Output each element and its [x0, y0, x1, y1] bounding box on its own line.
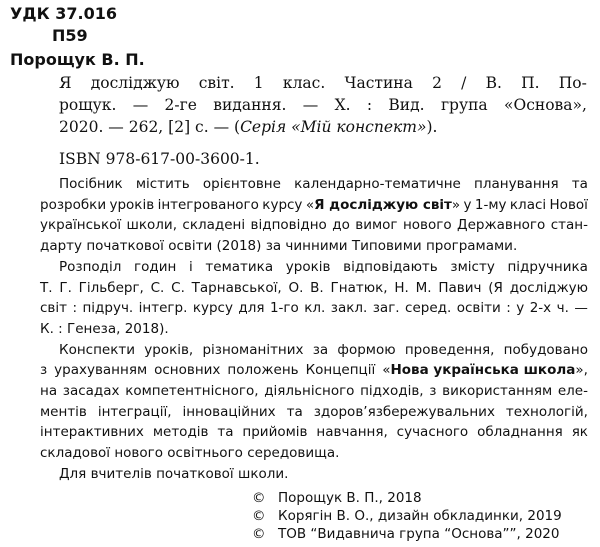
author-code: П59: [52, 26, 88, 45]
word: побудовано: [503, 341, 588, 358]
biblio-line: [59, 94, 587, 116]
word: та: [286, 403, 303, 420]
audience-line: Для вчителів початкової школи.: [59, 465, 289, 482]
copyright-text: ТОВ “Видавнича група “Основа””, 2020: [278, 526, 560, 542]
word: 2-х: [529, 300, 552, 317]
word: з: [40, 362, 48, 379]
word: школи,: [126, 217, 177, 234]
word: нового: [402, 217, 452, 234]
word: (Я: [488, 279, 503, 296]
word: досліджую: [90, 74, 180, 92]
word: за: [312, 341, 329, 358]
word: інтерактивних: [40, 424, 144, 441]
series-title: Серія «Мій конспект»: [240, 118, 427, 136]
abstract-line: [40, 257, 588, 278]
word: Г.: [59, 279, 72, 296]
copyright-icon: ©: [252, 508, 266, 524]
word: класі: [509, 196, 547, 213]
word: :: [72, 300, 78, 317]
word: Вид.: [388, 96, 425, 114]
copyright-text: Корягін В. О., дизайн обкладинки, 2019: [278, 508, 562, 524]
word: Концепції: [305, 362, 376, 379]
word: світ: [40, 300, 67, 317]
word: уроків: [285, 258, 331, 275]
word: Н.: [394, 279, 409, 296]
word: С.: [171, 279, 185, 296]
word: «Основа»,: [504, 96, 587, 114]
word: годин: [134, 258, 177, 275]
word: обладнання: [477, 424, 563, 441]
word: «Я досліджую світ»: [305, 196, 461, 213]
word: технологій,: [505, 403, 588, 420]
word: компетентнісного,: [125, 383, 259, 400]
abstract: [40, 174, 588, 485]
biblio-close: ).: [426, 118, 438, 136]
word: як: [571, 424, 588, 441]
biblio-line: [59, 116, 587, 138]
word: тематика: [205, 258, 274, 275]
word: використанням: [442, 383, 553, 400]
abstract-line: [40, 174, 588, 195]
word: 1-му: [474, 196, 507, 213]
word: проведення,: [404, 341, 495, 358]
word: Гільберг,: [78, 279, 144, 296]
word: курсу: [262, 196, 303, 213]
abstract-line: [40, 381, 588, 402]
bibliographic-description: [59, 72, 587, 138]
word: складені: [182, 217, 246, 234]
word: :: [366, 96, 373, 114]
word: інтегрованого: [157, 196, 259, 213]
copyright-icon: ©: [252, 526, 266, 542]
abstract-line: К. : Генеза, 2018).: [40, 320, 169, 337]
abstract-line: [40, 360, 588, 381]
word: до: [332, 217, 350, 234]
word: досліджую: [509, 279, 588, 296]
word: ментів: [40, 403, 87, 420]
isbn: ISBN 978-617-00-3600-1.: [59, 150, 260, 168]
copyright-text: Порощук В. П., 2018: [278, 490, 422, 506]
word: 1: [253, 74, 264, 92]
word: видання.: [213, 96, 287, 114]
copyright-block: [252, 489, 562, 543]
copyright-line: [252, 489, 562, 507]
word: для: [238, 300, 265, 317]
word: група: [440, 96, 488, 114]
word: формою: [337, 341, 396, 358]
word: Посібник: [59, 176, 123, 192]
word: та: [571, 176, 588, 192]
word: П.: [521, 74, 540, 92]
word: кл.: [304, 300, 326, 317]
word: /: [461, 74, 467, 92]
word: Тарнавської,: [191, 279, 282, 296]
biblio-imprint: 2020. — 262, [2] с. — (: [59, 118, 241, 136]
abstract-line: [40, 298, 588, 319]
word: 2: [432, 74, 442, 92]
biblio-line: [59, 72, 587, 94]
word: відповідають: [343, 258, 438, 275]
word: Нової: [549, 196, 588, 213]
word: у: [516, 300, 525, 317]
word: і: [189, 258, 193, 275]
udc-code: УДК 37.016: [10, 4, 117, 23]
word: клас.: [282, 74, 326, 92]
word: уроків,: [144, 341, 194, 358]
word: положень: [227, 362, 299, 379]
word: урахуванням: [54, 362, 148, 379]
word: —: [132, 96, 149, 114]
word: планування: [474, 176, 559, 192]
author-heading: Порощук В. П.: [10, 50, 145, 69]
word: української: [40, 217, 122, 234]
word: 1-го: [269, 300, 299, 317]
word: еле-: [557, 383, 588, 400]
abstract-line: [40, 422, 588, 443]
word: :: [506, 300, 511, 317]
word: навчання,: [316, 424, 388, 441]
word: у: [463, 196, 472, 213]
word: Я: [59, 74, 72, 92]
word: заг.: [372, 300, 400, 317]
word: засадах: [62, 383, 120, 400]
abstract-line: складової нового освітнього середовища.: [40, 445, 340, 462]
abstract-line: [40, 215, 588, 236]
copyright-line: [252, 525, 562, 543]
word: В.: [485, 74, 502, 92]
word: календарно-тематичне: [294, 176, 461, 192]
word: О.: [288, 279, 304, 296]
word: розробки: [40, 196, 107, 213]
word: ч.: [556, 300, 569, 317]
word: С.: [150, 279, 165, 296]
word: Конспекти: [59, 341, 136, 358]
word: По-: [558, 74, 587, 92]
word: на: [40, 383, 58, 400]
word: інноваційних: [182, 403, 276, 420]
word: «Нова українська школа»,: [382, 362, 588, 379]
word: вимог: [355, 217, 398, 234]
word: Х.: [334, 96, 351, 114]
word: діяльнісного: [264, 383, 355, 400]
word: Державного: [457, 217, 546, 234]
word: інтеграції,: [97, 403, 172, 420]
word: підруч.: [82, 300, 134, 317]
word: рощук.: [59, 96, 117, 114]
word: змісту: [450, 258, 495, 275]
word: стан-: [550, 217, 588, 234]
word: орієнтовне: [202, 176, 281, 192]
abstract-line: [40, 278, 588, 299]
abstract-line: [40, 340, 588, 361]
word: різноманітних: [202, 341, 304, 358]
word: Розподіл: [59, 258, 122, 275]
word: —: [302, 96, 319, 114]
word: —: [574, 300, 588, 317]
copyright-icon: ©: [252, 490, 266, 506]
word: В.: [310, 279, 324, 296]
abstract-line: дарту початкової освіти (2018) за чинними Типовими програмами.: [40, 238, 518, 255]
abstract-line: [40, 195, 588, 216]
word: методів: [152, 424, 209, 441]
word: Частина: [344, 74, 413, 92]
word: підходів,: [360, 383, 424, 400]
word: інтегр.: [138, 300, 188, 317]
word: прийомів: [242, 424, 308, 441]
abstract-line: [40, 402, 588, 423]
word: з: [429, 383, 437, 400]
word: закл.: [330, 300, 368, 317]
word: підручника: [507, 258, 588, 275]
word: курсу: [192, 300, 233, 317]
word: містить: [135, 176, 190, 192]
word: Гнатюк,: [330, 279, 388, 296]
word: відповідно: [250, 217, 327, 234]
copyright-line: [252, 507, 562, 525]
word: Т.: [40, 279, 53, 296]
word: здоров’язбережувальних: [313, 403, 495, 420]
word: серед.: [405, 300, 452, 317]
word: Павич: [438, 279, 482, 296]
word: та: [217, 424, 234, 441]
word: освіти: [456, 300, 501, 317]
word: М.: [415, 279, 432, 296]
word: 2-ге: [164, 96, 197, 114]
word: основних: [154, 362, 221, 379]
word: світ.: [198, 74, 235, 92]
word: сучасного: [396, 424, 469, 441]
word: уроків: [109, 196, 155, 213]
